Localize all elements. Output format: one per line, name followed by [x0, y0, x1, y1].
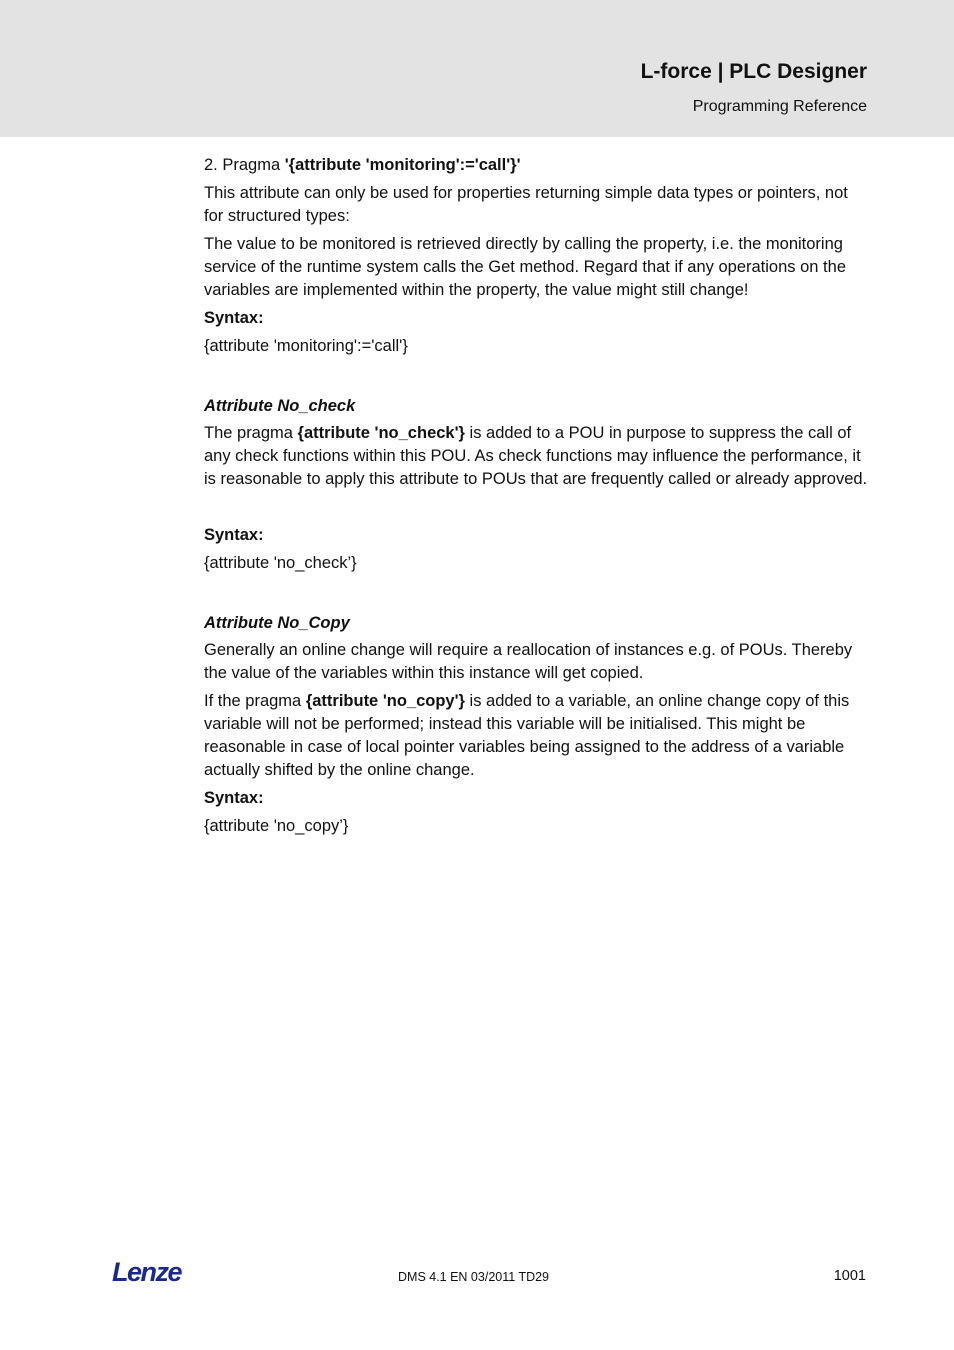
syntax-code: {attribute 'no_check’}: [204, 554, 357, 572]
syntax-code: {attribute 'monitoring':='call'}: [204, 337, 408, 355]
paragraph: This attribute can only be used for properties returning simple data types or pointers, not for structured types:: [204, 184, 848, 225]
text-run: is added to a variable, an online change copy of this variable will not be performed; instead this variable will be initialised. This might be reasonable in case of local pointer variables being assigned to the address of a variable actually shifted by the online change.: [204, 692, 850, 779]
paragraph: [204, 690, 870, 782]
pragma-name: '{attribute 'monitoring':='call'}': [284, 156, 521, 174]
text-run: The pragma: [204, 424, 298, 442]
document-subtitle: Programming Reference: [692, 98, 867, 115]
section-heading: Attribute No_check: [204, 397, 356, 415]
section-monitoring-call: [204, 154, 870, 358]
lenze-logo: Lenze: [112, 1257, 182, 1287]
syntax-label: Syntax:: [204, 789, 264, 807]
syntax-code: {attribute 'no_copy’}: [204, 817, 349, 835]
document-id: DMS 4.1 EN 03/2011 TD29: [398, 1270, 550, 1284]
paragraph: The value to be monitored is retrieved directly by calling the property, i.e. the monitoring service of the runtime system calls the Get method. Regard that if any operations on the variables are implemented within the property, the value might still change!: [204, 235, 846, 299]
text-run: is added to a POU in purpose to suppress the call of any check functions within this POU. As check functions may influence the performance, it is reasonable to apply this attribute to POUs that are frequently called or already approved.: [204, 424, 868, 488]
page-content: [204, 154, 870, 838]
pragma-prefix: 2. Pragma: [204, 156, 285, 174]
section-no-check: [204, 395, 870, 575]
paragraph: [204, 422, 870, 491]
pragma-line: [204, 154, 870, 177]
paragraph: Generally an online change will require a reallocation of instances e.g. of POUs. Thereby the value of the variables within this instance will get copied.: [204, 641, 853, 682]
document-title: L-force | PLC Designer: [640, 60, 867, 83]
syntax-label: Syntax:: [204, 526, 264, 544]
pragma-name: {attribute 'no_copy'}: [305, 692, 465, 710]
section-no-copy: [204, 612, 870, 838]
section-heading: Attribute No_Copy: [204, 614, 350, 632]
pragma-name: {attribute 'no_check'}: [297, 424, 465, 442]
syntax-label: Syntax:: [204, 309, 264, 327]
page-number: 1001: [833, 1268, 866, 1284]
text-run: If the pragma: [204, 692, 306, 710]
